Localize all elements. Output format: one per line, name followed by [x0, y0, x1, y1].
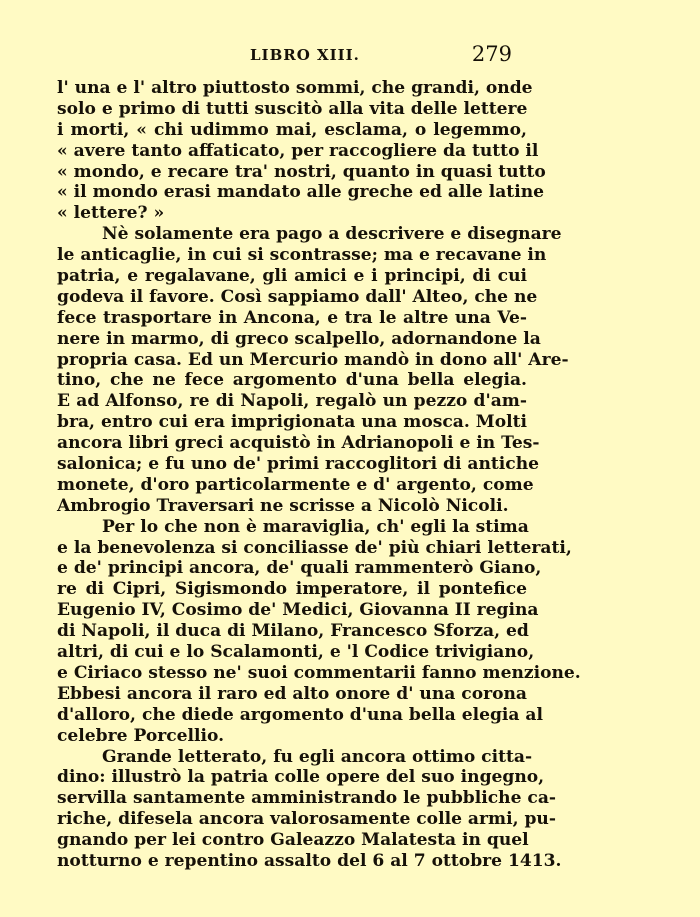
text-line: i morti, « chi udimmo mai, esclama, o legemmo, — [57, 119, 527, 140]
text-line: « lettere? » — [57, 203, 165, 224]
text-line: patria, e regalavane, gli amici e i principi, di cui — [57, 266, 527, 287]
text-line: notturno e repentino assalto del 6 al 7 ottobre 1413. — [57, 850, 562, 871]
text-line: di Napoli, il duca di Milano, Francesco Sforza, ed — [57, 621, 529, 642]
text-line: Ambrogio Traversari ne scrisse a Nicolò Nicoli. — [57, 495, 509, 516]
text-line: « il mondo erasi mandato alle greche ed alle latine — [57, 182, 545, 203]
text-line: e Ciriaco stesso ne' suoi commentarii fanno menzione. — [57, 662, 581, 683]
running-head — [160, 44, 520, 68]
body-text — [57, 78, 581, 872]
paragraph-first-line: Nè solamente era pago a descrivere e disegnare — [102, 224, 562, 245]
text-line: Eugenio IV, Cosimo de' Medici, Giovanna II regina — [57, 600, 539, 621]
text-line: tino, che ne fece argomento d'una bella elegia. — [57, 370, 527, 391]
text-line: re di Cipri, Sigismondo imperatore, il pontefice — [57, 579, 527, 600]
text-line: servilla santamente amministrando le pubbliche ca- — [57, 788, 556, 809]
text-line: propria casa. Ed un Mercurio mandò in dono all' Are- — [57, 349, 569, 370]
text-line: salonica; e fu uno de' primi raccoglitori di antiche — [57, 454, 540, 475]
text-line: d'alloro, che diede argomento d'una bella elegia al — [57, 704, 543, 725]
text-line: fece trasportare in Ancona, e tra le altre una Ve- — [57, 307, 527, 328]
text-line: l' una e l' altro piuttosto sommi, che grandi, onde — [57, 78, 533, 98]
text-line: ancora libri greci acquistò in Adrianopoli e in Tes- — [57, 433, 540, 454]
text-line: E ad Alfonso, re di Napoli, regalò un pezzo d'am- — [57, 391, 527, 412]
text-line: « mondo, e recare tra' nostri, quanto in quasi tutto — [57, 161, 546, 182]
text-line: « avere tanto affaticato, per raccogliere da tutto il — [57, 140, 539, 161]
text-line: celebre Porcellio. — [57, 725, 225, 746]
text-line: le anticaglie, in cui si scontrasse; ma e recavane in — [57, 245, 547, 266]
text-line: gnando per lei contro Galeazzo Malatesta in quel — [57, 830, 529, 851]
paragraph-first-line: Per lo che non è maraviglia, ch' egli la stima — [102, 516, 529, 537]
text-line: solo e primo di tutti suscitò alla vita delle lettere — [57, 98, 528, 119]
text-line: Ebbesi ancora il raro ed alto onore d' una corona — [57, 683, 528, 704]
text-line: bra, entro cui era imprigionata una mosca. Molti — [57, 412, 527, 433]
text-line: nere in marmo, di greco scalpello, adornandone la — [57, 328, 541, 349]
text-line: riche, difesela ancora valorosamente colle armi, pu- — [57, 809, 556, 830]
text-line: e de' principi ancora, de' quali rammenterò Giano, — [57, 558, 542, 579]
paragraph-first-line: Grande letterato, fu egli ancora ottimo citta- — [102, 746, 533, 767]
text-line: monete, d'oro particolarmente e d' argento, come — [57, 474, 534, 495]
text-line: e la benevolenza si conciliasse de' più chiari letterati, — [57, 537, 572, 558]
text-line: dino: illustrò la patria colle opere del suo ingegno, — [57, 767, 545, 788]
page-number: 279 — [471, 42, 512, 66]
text-line: altri, di cui e lo Scalamonti, e 'l Codice trivigiano, — [57, 642, 535, 663]
text-line: godeva il favore. Così sappiamo dall' Alteo, che ne — [57, 286, 538, 307]
running-title: LIBRO XIII. — [250, 46, 360, 64]
